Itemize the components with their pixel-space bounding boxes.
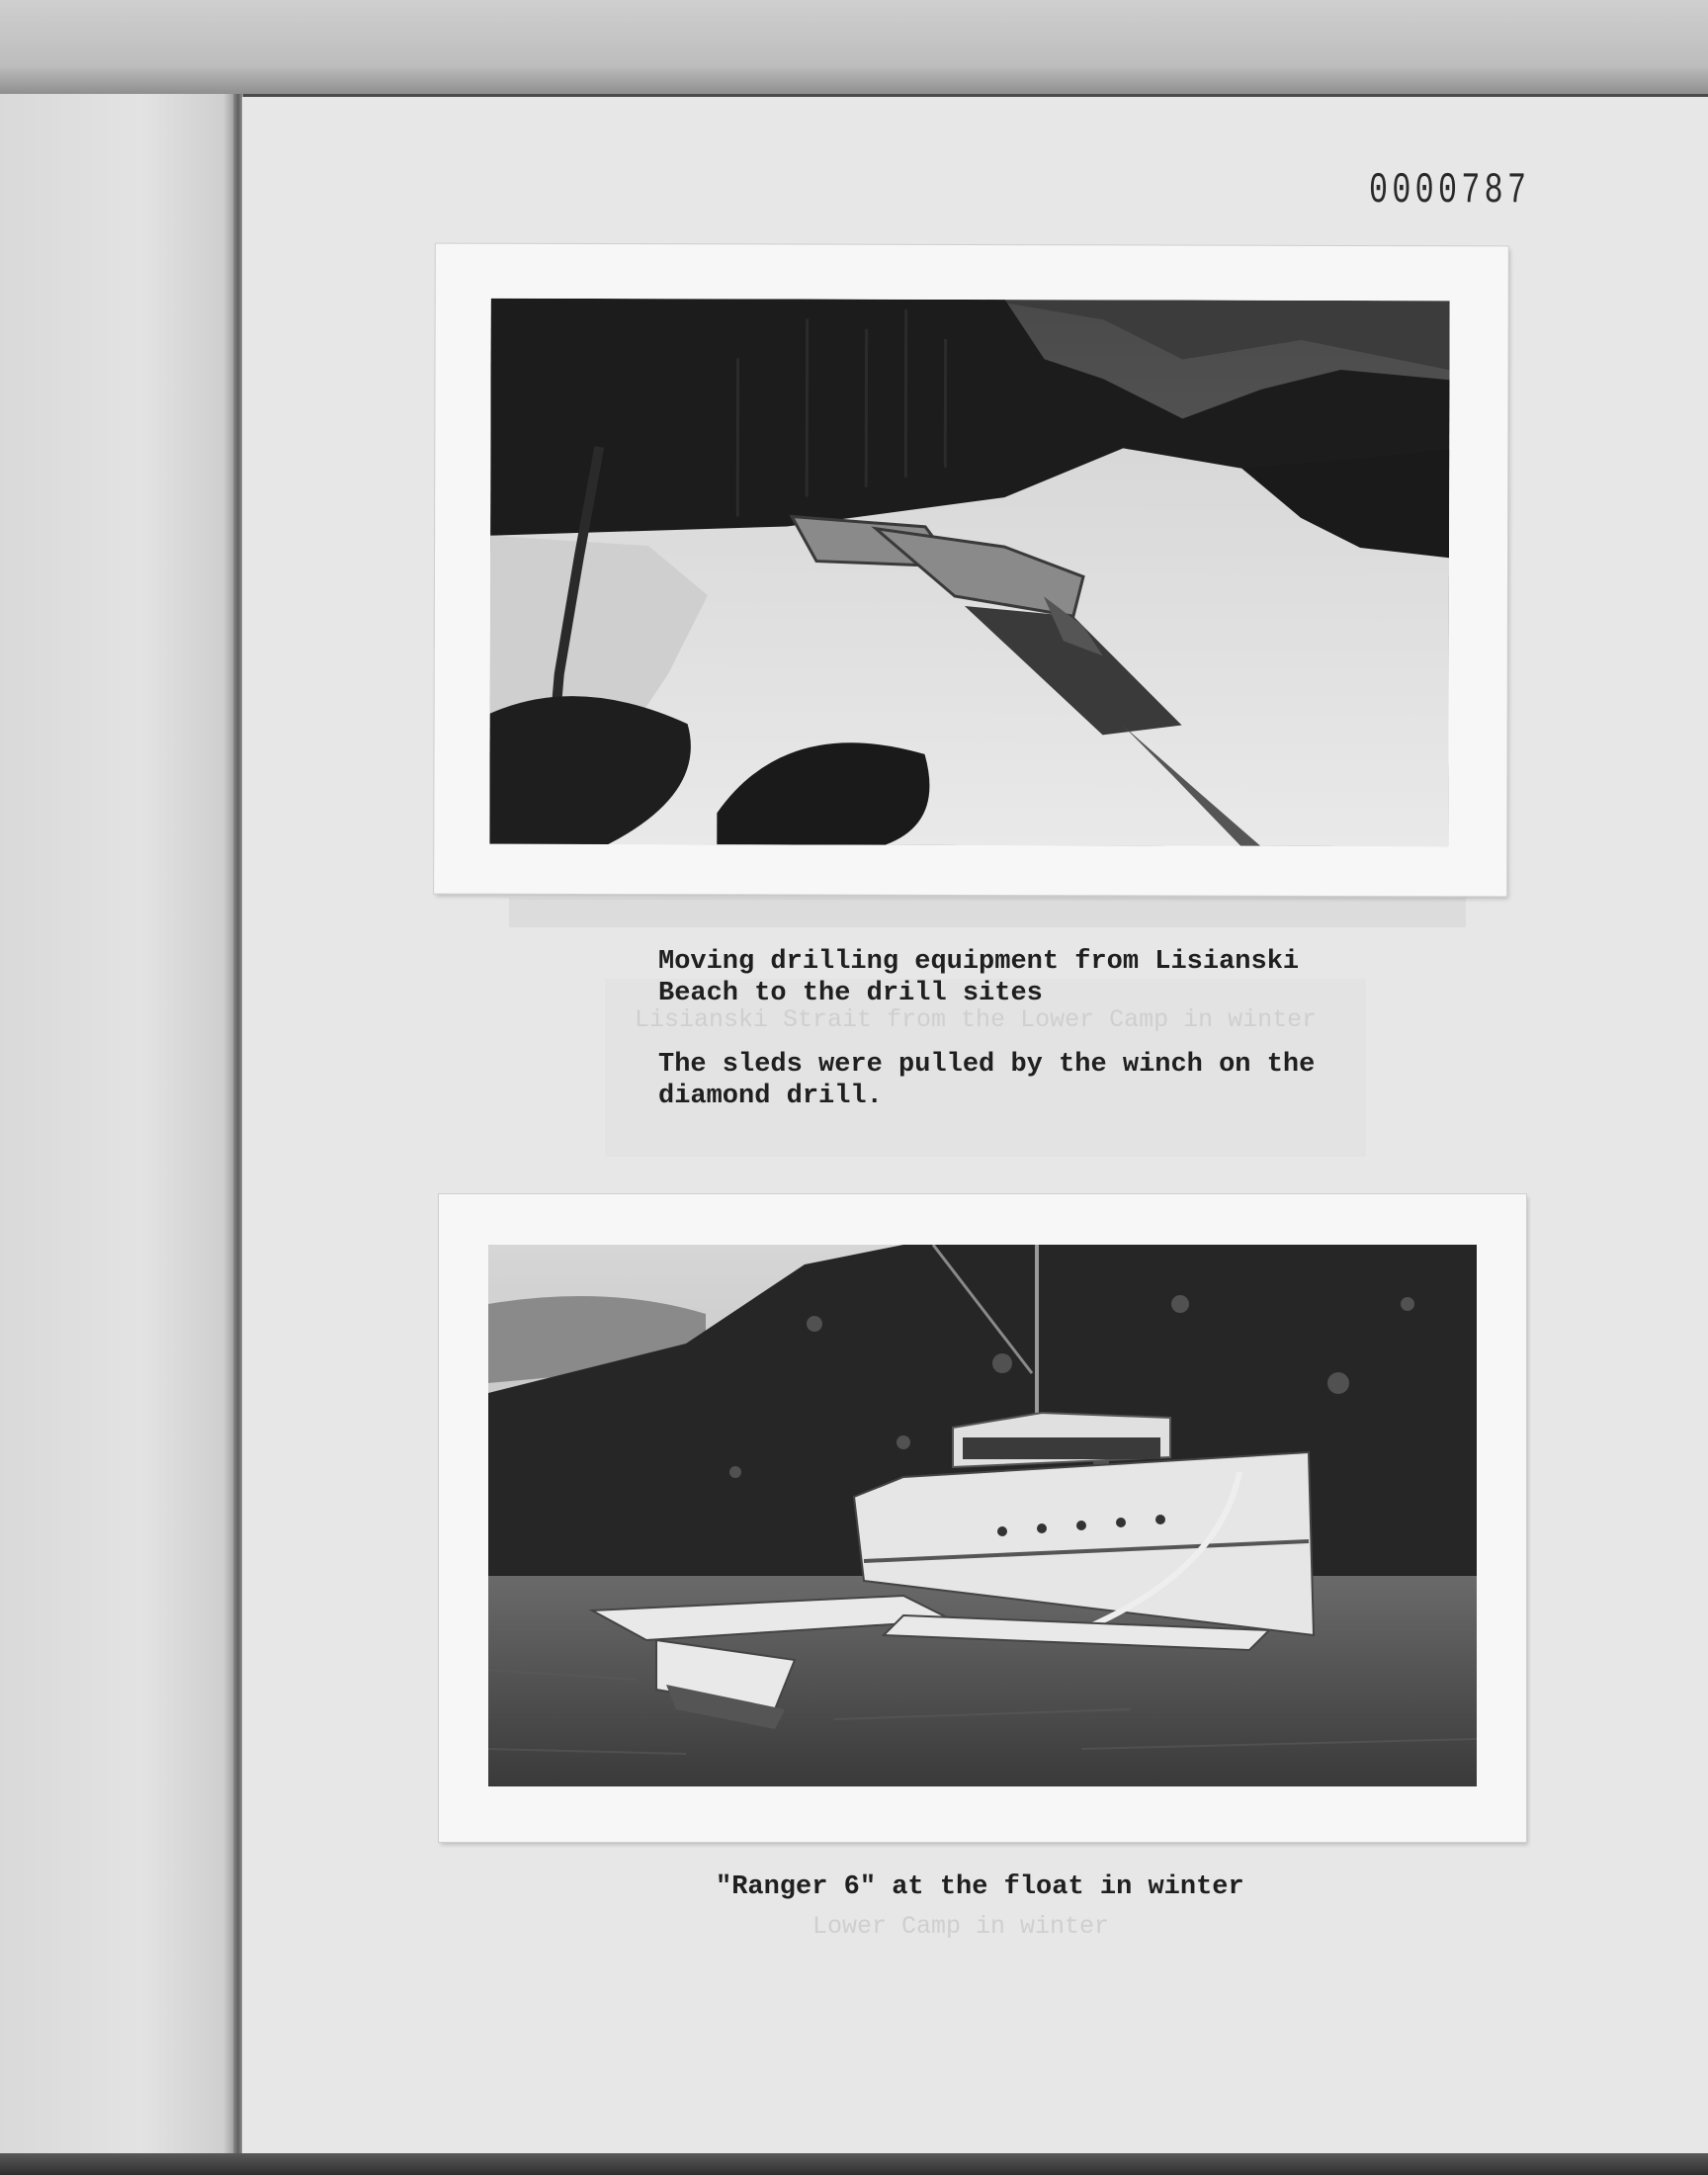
page-number: 0000787	[1369, 166, 1531, 216]
adhesive-stain	[509, 898, 1466, 927]
photo-print-drilling-equipment	[434, 244, 1508, 897]
facing-page	[0, 94, 235, 2155]
photo-ranger-6-boat	[488, 1245, 1477, 1786]
photo-caption: "Ranger 6" at the float in winter	[716, 1872, 1244, 1902]
show-through-text: Lisianski Strait from the Lower Camp in winter	[635, 1005, 1318, 1034]
photo-print-ranger-6	[439, 1194, 1526, 1842]
photo-caption-note: The sleds were pulled by the winch on the diamond drill.	[658, 1050, 1316, 1111]
photo-caption: Moving drilling equipment from Lisianski Beach to the drill sites	[658, 947, 1300, 1008]
show-through-text: Lower Camp in winter	[812, 1912, 1110, 1941]
scanner-top-edge	[0, 0, 1708, 94]
photo-drilling-sleds	[489, 299, 1449, 847]
scanner-bottom-edge	[0, 2153, 1708, 2175]
